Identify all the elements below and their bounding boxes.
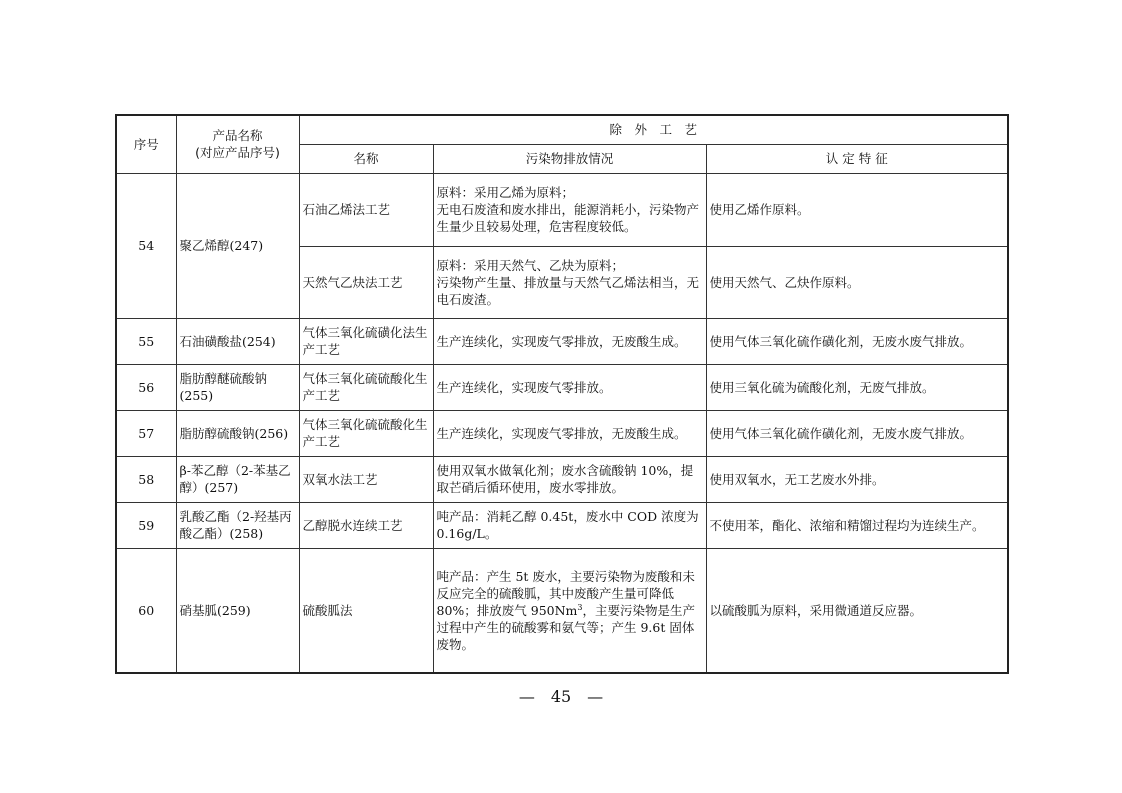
process-name-cell: 乙醇脱水连续工艺	[299, 502, 433, 548]
header-feature: 认 定 特 征	[706, 144, 1008, 173]
header-group: 除 外 工 艺	[299, 115, 1008, 144]
feature-cell: 使用天然气、乙炔作原料。	[706, 246, 1008, 318]
pollution-cell: 原料：采用乙烯为原料； 无电石废渣和废水排出，能源消耗小，污染物产生量少且较易处理，危害程度较低。	[433, 173, 706, 246]
seq-cell: 55	[116, 318, 176, 364]
feature-cell: 使用乙烯作原料。	[706, 173, 1008, 246]
feature-cell: 不使用苯，酯化、浓缩和精馏过程均为连续生产。	[706, 502, 1008, 548]
pollution-cell: 生产连续化，实现废气零排放，无废酸生成。	[433, 410, 706, 456]
table-row	[116, 502, 1008, 548]
pollution-cell: 原料：采用天然气、乙炔为原料； 污染物产生量、排放量与天然气乙烯法相当，无电石废渣。	[433, 246, 706, 318]
header-name: 名称	[299, 144, 433, 173]
seq-cell: 59	[116, 502, 176, 548]
pollution-cell: 使用双氧水做氧化剂；废水含硫酸钠 10%，提取芒硝后循环使用，废水零排放。	[433, 456, 706, 502]
feature-cell: 以硫酸胍为原料，采用微通道反应器。	[706, 548, 1008, 673]
table-row	[116, 548, 1008, 673]
seq-cell: 58	[116, 456, 176, 502]
product-cell: 聚乙烯醇(247)	[176, 173, 299, 318]
process-name-cell: 石油乙烯法工艺	[299, 173, 433, 246]
product-cell: 乳酸乙酯（2-羟基丙酸乙酯）(258)	[176, 502, 299, 548]
product-cell: 石油磺酸盐(254)	[176, 318, 299, 364]
page-number: — 45 —	[518, 687, 604, 706]
header-pollution: 污染物排放情况	[433, 144, 706, 173]
header-product-line2: (对应产品序号)	[195, 145, 280, 161]
product-cell: β-苯乙醇（2-苯基乙醇）(257)	[176, 456, 299, 502]
product-cell: 脂肪醇醚硫酸钠(255)	[176, 364, 299, 410]
feature-cell: 使用双氧水，无工艺废水外排。	[706, 456, 1008, 502]
process-name-cell: 天然气乙炔法工艺	[299, 246, 433, 318]
feature-cell: 使用气体三氧化硫作磺化剂，无废水废气排放。	[706, 318, 1008, 364]
header-product	[176, 115, 299, 173]
pollution-text-cont: ，主要污染物是生产过程中产生的硫酸雾和氨气等；产生 9.6t 固体废物。	[436, 602, 696, 652]
pollution-text: 吨产品：产生 5t 废水，主要污染物为废酸和未反应完全的硫酸胍，其中废酸产生量可降低 80%；排放废气 950Nm	[436, 568, 695, 618]
process-name-cell: 硫酸胍法	[299, 548, 433, 673]
pollution-cell: 生产连续化，实现废气零排放，无废酸生成。	[433, 318, 706, 364]
process-name-cell: 气体三氧化硫硫酸化生产工艺	[299, 410, 433, 456]
table-row	[116, 173, 1008, 246]
process-name-cell: 气体三氧化硫硫酸化生产工艺	[299, 364, 433, 410]
seq-cell: 56	[116, 364, 176, 410]
feature-cell: 使用气体三氧化硫作磺化剂，无废水废气排放。	[706, 410, 1008, 456]
header-seq: 序号	[116, 115, 176, 173]
seq-cell: 54	[116, 173, 176, 318]
table-row	[116, 364, 1008, 410]
pollution-cell: 生产连续化，实现废气零排放。	[433, 364, 706, 410]
exemption-table	[115, 114, 1009, 674]
product-cell: 硝基胍(259)	[176, 548, 299, 673]
pollution-cell	[433, 548, 706, 673]
table-row	[116, 456, 1008, 502]
product-cell: 脂肪醇硫酸钠(256)	[176, 410, 299, 456]
table-row	[116, 410, 1008, 456]
process-name-cell: 双氧水法工艺	[299, 456, 433, 502]
superscript: 3	[577, 602, 583, 612]
pollution-cell: 吨产品：消耗乙醇 0.45t，废水中 COD 浓度为 0.16g/L。	[433, 502, 706, 548]
header-product-line1: 产品名称	[212, 128, 263, 144]
table-row	[116, 318, 1008, 364]
seq-cell: 57	[116, 410, 176, 456]
process-name-cell: 气体三氧化硫磺化法生产工艺	[299, 318, 433, 364]
seq-cell: 60	[116, 548, 176, 673]
feature-cell: 使用三氧化硫为硫酸化剂，无废气排放。	[706, 364, 1008, 410]
